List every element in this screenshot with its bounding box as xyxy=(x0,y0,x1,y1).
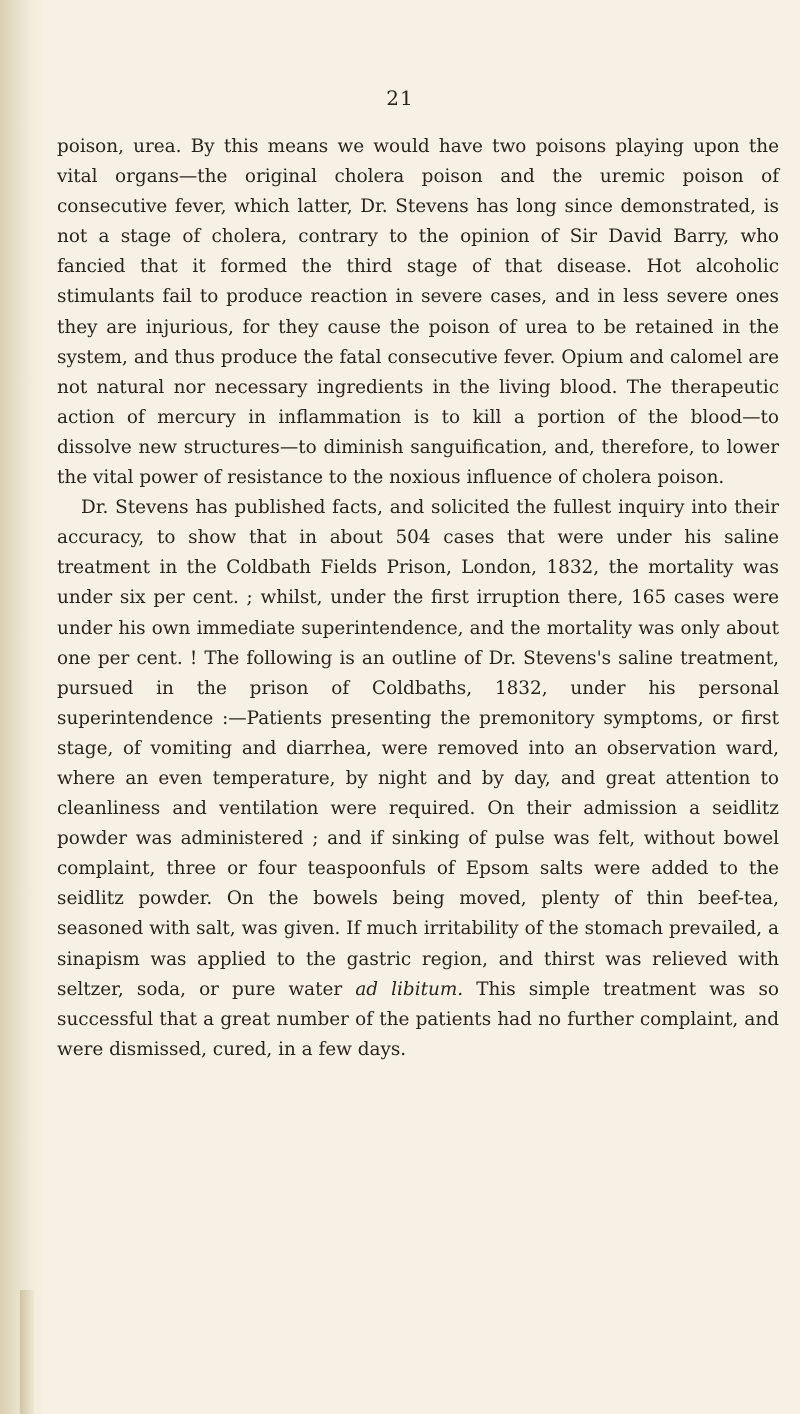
paragraph-2-ending: This simple treatment was so successful that a great number of the patients had no further complaint, and were dismissed, cured, in a few days. xyxy=(57,978,779,1060)
page-number: 21 xyxy=(386,86,414,110)
binding-edge xyxy=(20,1290,34,1414)
paragraph-1: poison, urea. By this means we would have two poisons playing upon the vital organs—the original cholera poison and the uremic poison of consecutive fever, which latter, Dr. Stevens has long since demonstrated, is not a stage of cholera, contrary to the opinion of Sir David Barry, who fancied that it formed the third stage of that disease. Hot alcoholic stimulants fail to produce reaction in severe cases, and in less severe ones they are injurious, for they cause the poison of urea to be retained in the system, and thus produce the fatal consecutive fever. Opium and calomel are not natural nor necessary ingredients in the living blood. The therapeutic action of mercury in inflammation is to kill a portion of the blood—to dissolve new structures—to diminish sanguification, and, therefore, to lower the vital power of resistance to the noxious influence of cholera poison. xyxy=(57,136,779,489)
paragraph-2 xyxy=(57,493,779,1065)
latin-phrase: ad libitum. xyxy=(355,978,464,1000)
body-text xyxy=(57,132,779,1065)
paragraph-2-text: Dr. Stevens has published facts, and solicited the fullest inquiry into their accuracy, to show that in about 504 cases that were under his saline treatment in the Coldbath Fields Prison, London, 1832, the mortality was under six per cent. ; whilst, under the first irruption there, 165 cases were under his own immediate superintendence, and the mortality was only about one per cent. ! The following is an outline of Dr. Stevens's saline treatment, pursued in the prison of Coldbaths, 1832, under his personal superintendence :—Patients presenting the premonitory symptoms, or first stage, of vomiting and diarrhea, were removed into an observation ward, where an even temperature, by night and by day, and great attention to cleanliness and ventilation were required. On their admission a seidlitz powder was administered ; and if sinking of pulse was felt, without bowel complaint, three or four teaspoonfuls of Epsom salts were added to the seidlitz powder. On the bowels being moved, plenty of thin beef-tea, seasoned with salt, was given. If much irritability of the stomach prevailed, a sinapism was applied to the gastric region, and thirst was relieved with seltzer, soda, or pure water xyxy=(57,497,779,1000)
book-gutter-shadow xyxy=(0,0,44,1414)
